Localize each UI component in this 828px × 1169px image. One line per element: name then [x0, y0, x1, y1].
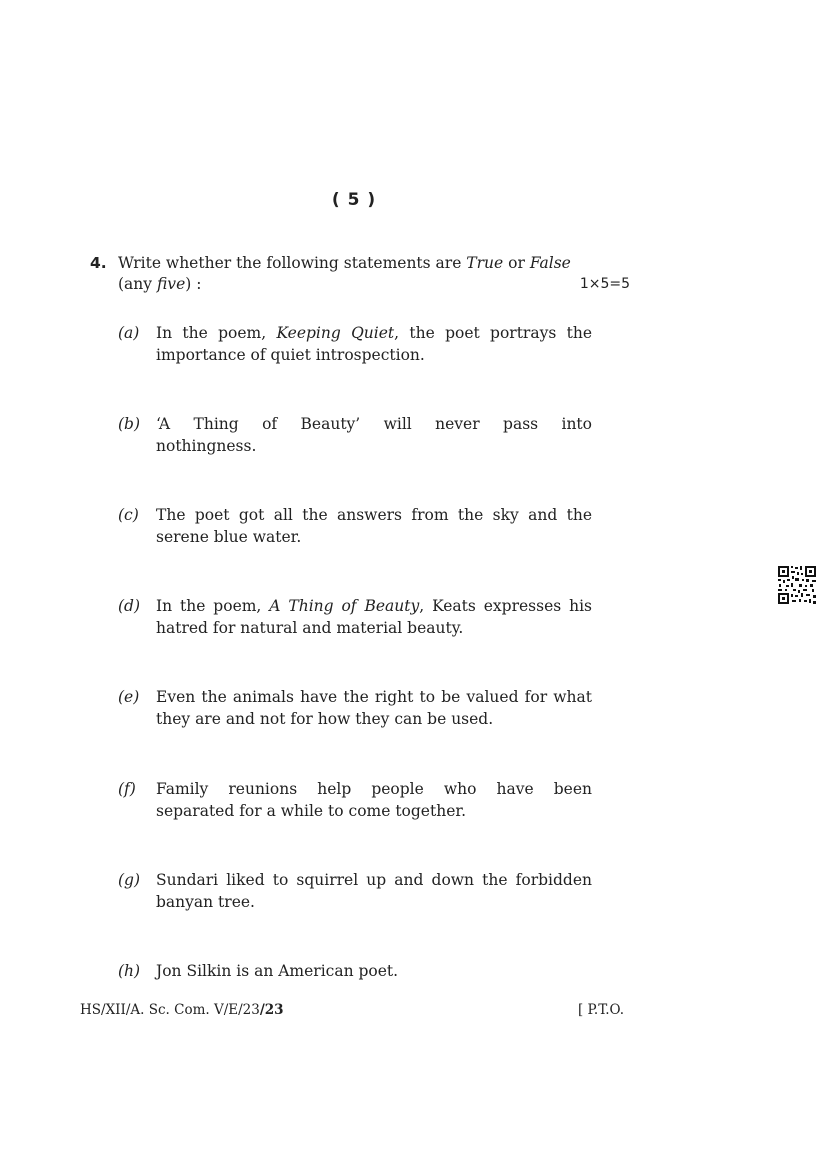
- statement-text-line2: nothingness.: [156, 437, 257, 455]
- statement-label: (g): [118, 871, 141, 889]
- statement-text-line2: they are and not for how they can be used.: [156, 710, 494, 728]
- question-instruction-line2: (any five) : 1×5=5: [118, 275, 630, 293]
- statement-label: (b): [118, 415, 141, 433]
- statement-text: Sundari liked to squirrel up and down the forbidden: [156, 871, 592, 889]
- statement-b: [118, 413, 592, 457]
- statement-text: In the poem, A Thing of Beauty, Keats expresses his: [156, 597, 592, 615]
- statement-text: ‘A Thing of Beauty’ will never pass into: [156, 415, 592, 433]
- qr-code-icon: [777, 565, 817, 605]
- statement-text: Family reunions help people who have been: [156, 780, 592, 798]
- statement-e: [118, 686, 592, 730]
- statement-label: (h): [118, 962, 141, 980]
- statement-c: [118, 504, 592, 548]
- question-4: [90, 253, 635, 295]
- statement-h: [118, 960, 592, 982]
- paper-code: HS/XII/A. Sc. Com. V/E/23/23: [80, 1002, 284, 1018]
- statement-text-line2: banyan tree.: [156, 893, 255, 911]
- statement-d: [118, 595, 592, 639]
- question-instruction: Write whether the following statements are True or False: [118, 254, 571, 272]
- statement-label: (e): [118, 688, 140, 706]
- page-number: ( 5 ): [331, 190, 377, 210]
- statement-text: Jon Silkin is an American poet.: [156, 962, 399, 980]
- statement-text-line2: hatred for natural and material beauty.: [156, 619, 464, 637]
- statement-a: [118, 322, 592, 366]
- statement-text: Even the animals have the right to be valued for what: [156, 688, 592, 706]
- marks-allocation: 1×5=5: [579, 276, 630, 292]
- statement-f: [118, 778, 592, 822]
- statement-label: (a): [118, 324, 140, 342]
- statement-g: [118, 869, 592, 913]
- statement-label: (f): [118, 780, 136, 798]
- statement-text-line2: serene blue water.: [156, 528, 302, 546]
- statement-label: (d): [118, 597, 141, 615]
- question-number: 4.: [90, 254, 107, 272]
- pto-marker: [ P.T.O.: [578, 1002, 625, 1018]
- statement-text-line2: separated for a while to come together.: [156, 802, 466, 820]
- statement-label: (c): [118, 506, 139, 524]
- statement-text-line2: importance of quiet introspection.: [156, 346, 425, 364]
- statement-text: In the poem, Keeping Quiet, the poet portrays the: [156, 324, 592, 342]
- statement-text: The poet got all the answers from the sky and the: [156, 506, 592, 524]
